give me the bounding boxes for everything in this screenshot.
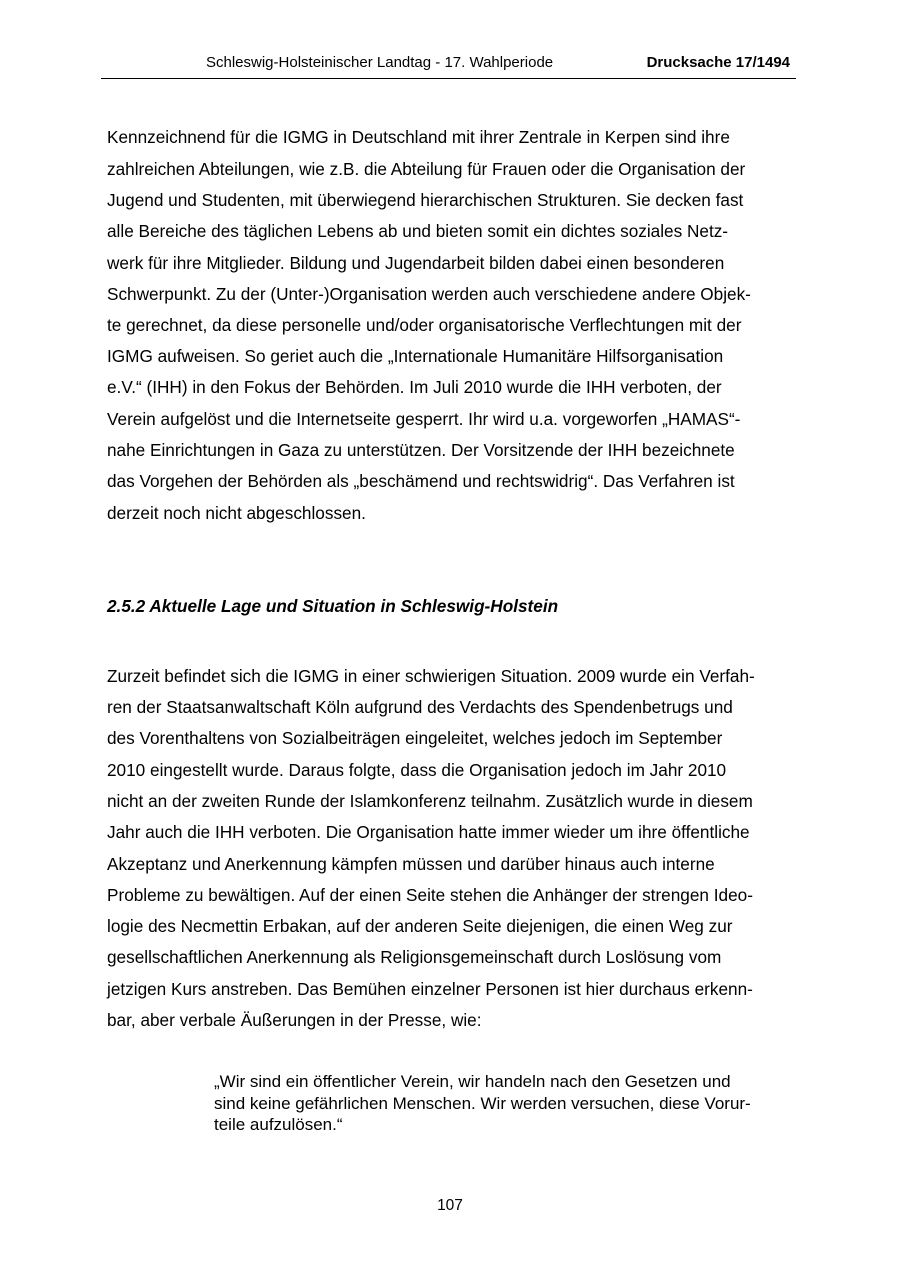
header-title: Schleswig-Holsteinischer Landtag - 17. Wahlperiode <box>206 54 554 71</box>
paragraph-line: logie des Necmettin Erbakan, auf der anderen Seite diejenigen, die einen Weg zur <box>107 916 733 936</box>
paragraph-line: Akzeptanz und Anerkennung kämpfen müssen und darüber hinaus auch interne <box>107 854 715 874</box>
paragraph-line: Verein aufgelöst und die Internetseite gesperrt. Ihr wird u.a. vorgeworfen „HAMAS“- <box>107 409 741 429</box>
quote-line: „Wir sind ein öffentlicher Verein, wir handeln nach den Gesetzen und <box>214 1072 731 1091</box>
paragraph-line: derzeit noch nicht abgeschlossen. <box>107 503 366 523</box>
paragraph-line: Jahr auch die IHH verboten. Die Organisation hatte immer wieder um ihre öffentliche <box>107 822 750 842</box>
paragraph-line: ren der Staatsanwaltschaft Köln aufgrund des Verdachts des Spendenbetrugs und <box>107 697 733 717</box>
paragraph-line: zahlreichen Abteilungen, wie z.B. die Abteilung für Frauen oder die Organisation der <box>107 159 746 179</box>
quote-line: teile aufzulösen.“ <box>214 1115 343 1134</box>
paragraph-line: e.V.“ (IHH) in den Fokus der Behörden. Im Juli 2010 wurde die IHH verboten, der <box>107 377 722 397</box>
section-heading: 2.5.2 Aktuelle Lage und Situation in Schleswig-Holstein <box>107 596 559 616</box>
paragraph-line: nahe Einrichtungen in Gaza zu unterstützen. Der Vorsitzende der IHH bezeichnete <box>107 440 735 460</box>
paragraph-line: des Vorenthaltens von Sozialbeiträgen eingeleitet, welches jedoch im September <box>107 728 723 748</box>
paragraph-line: bar, aber verbale Äußerungen in der Presse, wie: <box>107 1010 482 1030</box>
paragraph-line: Schwerpunkt. Zu der (Unter-)Organisation werden auch verschiedene andere Objek- <box>107 284 751 304</box>
paragraph-line: Jugend und Studenten, mit überwiegend hierarchischen Strukturen. Sie decken fast <box>107 190 744 210</box>
paragraph-line: IGMG aufweisen. So geriet auch die „Internationale Humanitäre Hilfsorganisation <box>107 346 724 366</box>
paragraph-line: nicht an der zweiten Runde der Islamkonferenz teilnahm. Zusätzlich wurde in diesem <box>107 791 753 811</box>
paragraph-line: werk für ihre Mitglieder. Bildung und Jugendarbeit bilden dabei einen besonderen <box>107 253 725 273</box>
paragraph-line: Probleme zu bewältigen. Auf der einen Seite stehen die Anhänger der strengen Ideo- <box>107 885 753 905</box>
paragraph-line: Kennzeichnend für die IGMG in Deutschland mit ihrer Zentrale in Kerpen sind ihre <box>107 127 730 147</box>
paragraph-line: te gerechnet, da diese personelle und/oder organisatorische Verflechtungen mit der <box>107 315 742 335</box>
paragraph-line: 2010 eingestellt wurde. Daraus folgte, dass die Organisation jedoch im Jahr 2010 <box>107 760 727 780</box>
paragraph-line: jetzigen Kurs anstreben. Das Bemühen einzelner Personen ist hier durchaus erkenn- <box>107 979 753 999</box>
paragraph-line: das Vorgehen der Behörden als „beschämend und rechtswidrig“. Das Verfahren ist <box>107 471 735 491</box>
quote-line: sind keine gefährlichen Menschen. Wir werden versuchen, diese Vorur- <box>214 1094 751 1113</box>
page-header <box>101 52 796 79</box>
paragraph-line: alle Bereiche des täglichen Lebens ab und bieten somit ein dichtes soziales Netz- <box>107 221 729 241</box>
paragraph-line: Zurzeit befindet sich die IGMG in einer schwierigen Situation. 2009 wurde ein Verfah- <box>107 666 755 686</box>
page-number: 107 <box>437 1197 463 1214</box>
document-number: Drucksache 17/1494 <box>646 54 790 71</box>
paragraph-line: gesellschaftlichen Anerkennung als Religionsgemeinschaft durch Loslösung vom <box>107 947 722 967</box>
